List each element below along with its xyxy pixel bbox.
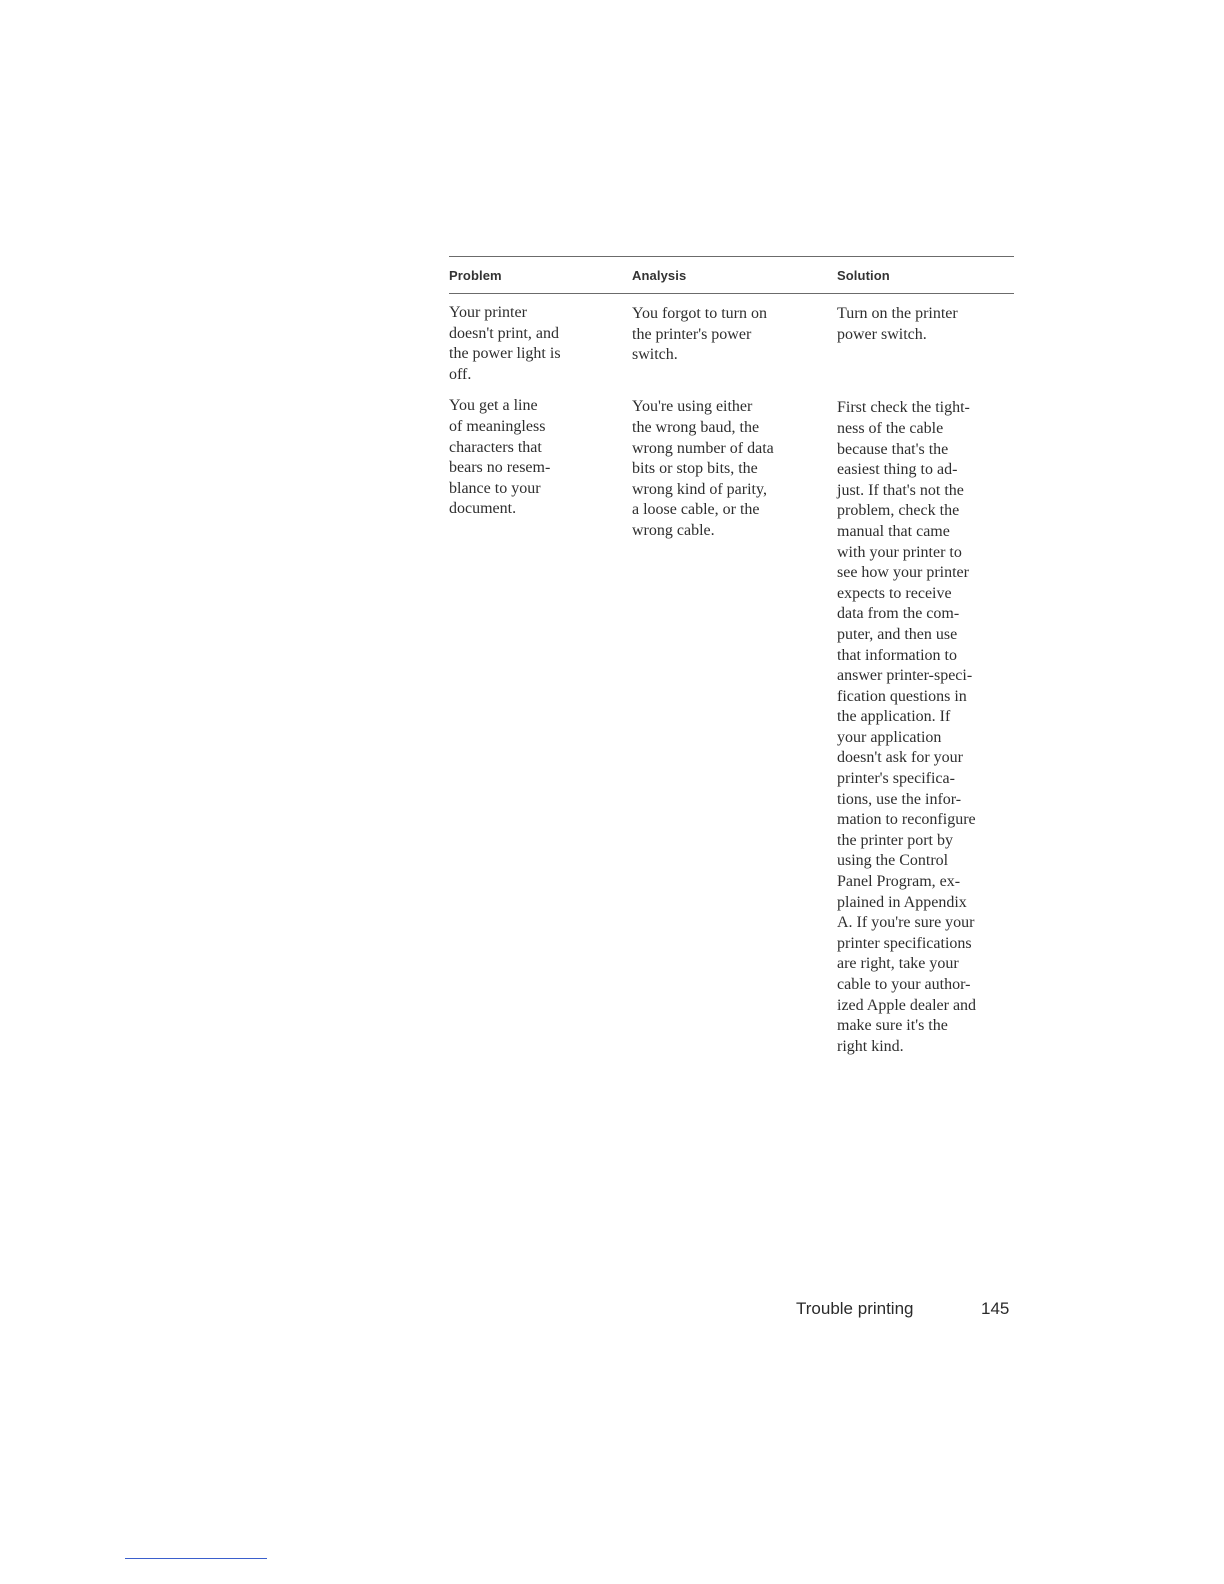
problem-cell: Your printer doesn't print, and the power light is off. [449, 304, 561, 383]
analysis-cell: You're using either the wrong baud, the wrong number of data bits or stop bits, the wrong kind of parity, a loose cable, or the wrong cable. [632, 398, 774, 539]
header-analysis: Analysis [632, 267, 687, 283]
header-problem: Problem [449, 267, 502, 283]
problem-cell: You get a line of meaningless characters that bears no resem- blance to your document. [449, 397, 551, 518]
header-solution: Solution [837, 267, 890, 283]
table-row [449, 303, 1014, 385]
running-footer-title: Trouble printing [796, 1299, 914, 1318]
solution-cell: Turn on the printer power switch. [837, 305, 958, 343]
troubleshooting-table [449, 256, 1014, 1057]
table-header-row [449, 257, 1014, 294]
table-row [449, 396, 1014, 1057]
analysis-cell: You forgot to turn on the printer's power switch. [632, 305, 767, 364]
page-number: 145 [981, 1299, 1010, 1318]
bottom-divider [125, 1558, 267, 1559]
solution-cell: First check the tight- ness of the cable because that's the easiest thing to ad- just. If that's not the problem, check the manual that came with your printer to see how your printer expects to receive data from the com- puter, and then use that information to answer printer-speci- fication questions in the application. If your application doesn't ask for your printer's specifica- tions, use the infor- mation to reconfigure the printer port by using the Control Panel Program, ex- plained in Appendix A. If you're sure your printer specifications are right, take your cable to your author- ized Apple dealer and make sure it's the right kind. [837, 399, 977, 1055]
